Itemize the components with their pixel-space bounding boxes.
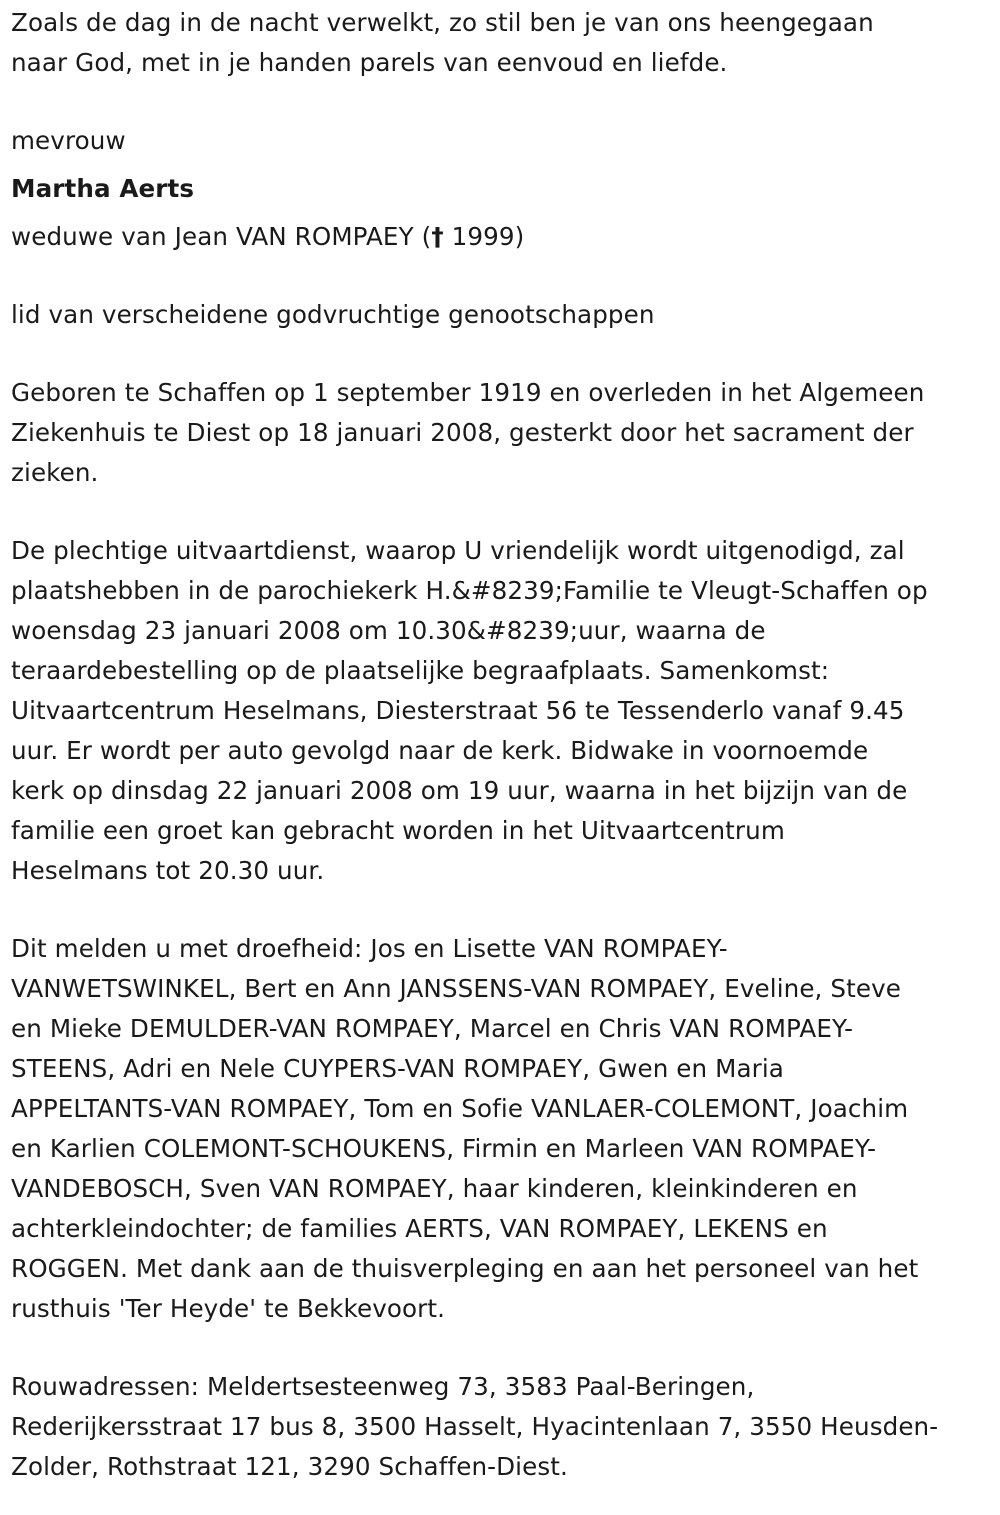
family-line-5: APPELTANTS-VAN ROMPAEY, Tom en Sofie VANLAER-COLEMONT, Joachim [11, 1094, 909, 1123]
intro-verse-line-2: naar God, met in je handen parels van eenvoud en liefde. [11, 48, 728, 77]
spacer [11, 335, 990, 373]
funeral-line-8: familie een groet kan gebracht worden in het Uitvaartcentrum [11, 816, 785, 845]
honorific-title: mevrouw [11, 126, 126, 155]
funeral-line-4: teraardebestelling op de plaatselijke begraafplaats. Samenkomst: [11, 656, 830, 685]
widow-suffix: 1999) [443, 222, 525, 251]
birth-death-line-3: zieken. [11, 458, 99, 487]
family-line-6: en Karlien COLEMONT-SCHOUKENS, Firmin en Marleen VAN ROMPAEY- [11, 1134, 877, 1163]
family-line-4: STEENS, Adri en Nele CUYPERS-VAN ROMPAEY, Gwen en Maria [11, 1054, 784, 1083]
funeral-line-1: De plechtige uitvaartdienst, waarop U vriendelijk wordt uitgenodigd, zal [11, 536, 905, 565]
funeral-line-3: woensdag 23 januari 2008 om 10.30&#8239;uur, waarna de [11, 616, 766, 645]
birth-death-line-1: Geboren te Schaffen op 1 september 1919 en overleden in het Algemeen [11, 378, 925, 407]
widow-line [11, 217, 990, 257]
funeral-line-2: plaatshebben in de parochiekerk H.&#8239;Familie te Vleugt-Schaffen op [11, 576, 928, 605]
birth-death-line-2: Ziekenhuis te Diest op 18 januari 2008, gesterkt door het sacrament der [11, 418, 914, 447]
spacer [11, 493, 990, 531]
family-line-10: rusthuis 'Ter Heyde' te Bekkevoort. [11, 1294, 446, 1323]
address-line-1: Rouwadressen: Meldertsesteenweg 73, 3583 Paal-Beringen, [11, 1372, 755, 1401]
spacer [11, 891, 990, 929]
family-line-9: ROGGEN. Met dank aan de thuisverpleging en aan het personeel van het [11, 1254, 919, 1283]
family-line-8: achterkleindochter; de families AERTS, VAN ROMPAEY, LEKENS en [11, 1214, 828, 1243]
address-line-3: Zolder, Rothstraat 121, 3290 Schaffen-Diest. [11, 1452, 568, 1481]
membership-line: lid van verscheidene godvruchtige genootschappen [11, 300, 655, 329]
family-line-3: en Mieke DEMULDER-VAN ROMPAEY, Marcel en Chris VAN ROMPAEY- [11, 1014, 854, 1043]
cross-icon: † [431, 222, 444, 251]
funeral-line-9: Heselmans tot 20.30 uur. [11, 856, 325, 885]
spacer [11, 83, 990, 121]
address-line-2: Rederijkersstraat 17 bus 8, 3500 Hasselt, Hyacintenlaan 7, 3550 Heusden- [11, 1412, 939, 1441]
family-line-7: VANDEBOSCH, Sven VAN ROMPAEY, haar kinderen, kleinkinderen en [11, 1174, 858, 1203]
funeral-line-6: uur. Er wordt per auto gevolgd naar de kerk. Bidwake in voornoemde [11, 736, 869, 765]
spacer [11, 257, 990, 295]
funeral-line-7: kerk op dinsdag 22 januari 2008 om 19 uur, waarna in het bijzijn van de [11, 776, 908, 805]
family-line-1: Dit melden u met droefheid: Jos en Lisette VAN ROMPAEY- [11, 934, 728, 963]
widow-prefix: weduwe van Jean VAN ROMPAEY ( [11, 222, 432, 251]
funeral-line-5: Uitvaartcentrum Heselmans, Diesterstraat 56 te Tessenderlo vanaf 9.45 [11, 696, 905, 725]
intro-verse-line-1: Zoals de dag in de nacht verwelkt, zo stil ben je van ons heengegaan [11, 8, 874, 37]
family-line-2: VANWETSWINKEL, Bert en Ann JANSSENS-VAN ROMPAEY, Eveline, Steve [11, 974, 901, 1003]
spacer [11, 1329, 990, 1367]
deceased-name: Martha Aerts [11, 174, 195, 203]
